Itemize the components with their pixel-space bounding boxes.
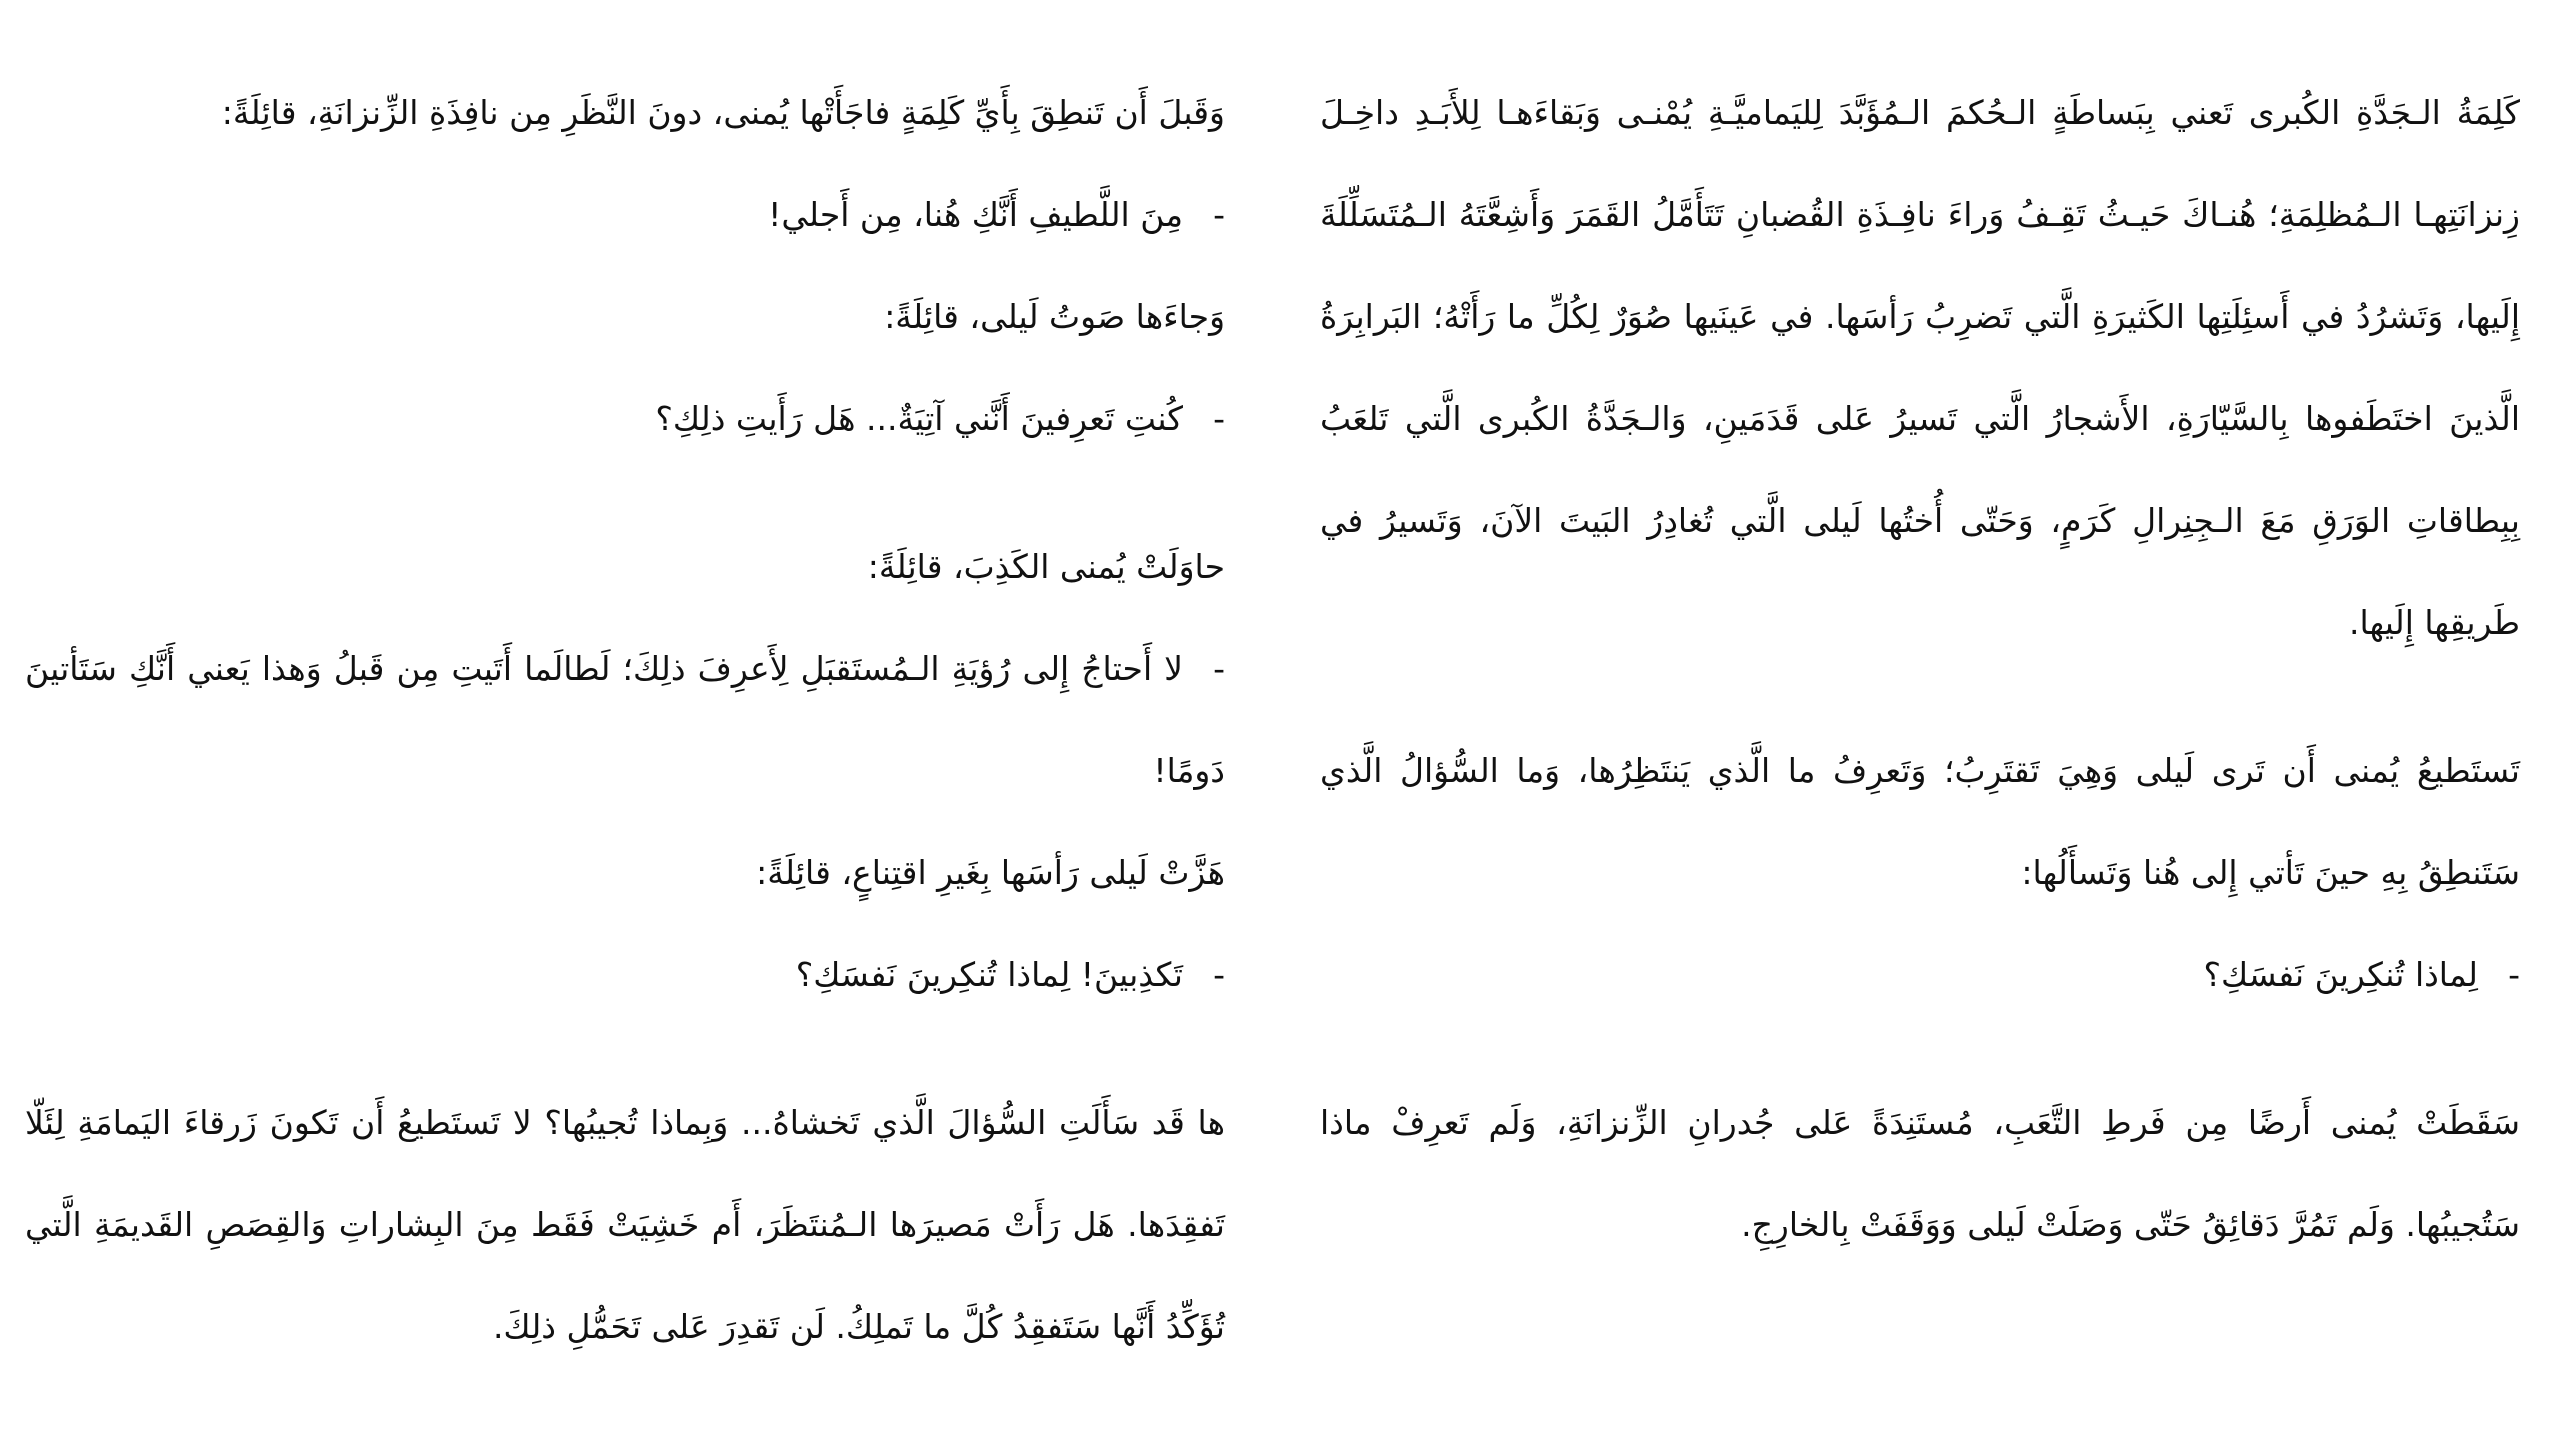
dialogue-text: كُنتِ تَعرِفينَ أَنَّني آتِيَةٌ... هَل رَأَيتِ ذلِكِ؟ <box>655 399 1183 438</box>
dialogue-dash: - <box>1213 195 1225 234</box>
left-paragraph-4: هَزَّتْ لَيلى رَأسَها بِغَيرِ اقتِناعٍ، قائِلَةً: <box>756 853 1225 892</box>
dialogue-text: لِماذا تُنكِرينَ نَفسَكِ؟ <box>2203 955 2478 994</box>
dialogue-dash: - <box>1213 649 1225 688</box>
left-paragraph-5: ها قَد سَأَلَتِ السُّؤالَ الَّذي تَخشاهُ... وَبِماذا تُجيبُها؟ لا تَستَطيعُ أَن تَكونَ زَرقاءَ اليَمامَةِ لِئَلّا تَفقِدَها. هَل رَأَتْ مَصيرَها الـمُنتَظَرَ، أَم خَشِيَتْ فَقَط مِنَ البِشاراتِ وَالقِصَصِ القَديمَةِ الَّتي تُؤَكِّدُ أَنَّها سَتَفقِدُ كُلَّ ما تَملِكُ. لَن تَقدِرَ عَلى تَحَمُّلِ ذلِكَ. <box>25 1103 1225 1346</box>
dialogue-dash: - <box>2508 955 2520 994</box>
left-paragraph-2: وَجاءَها صَوتُ لَيلى، قائِلَةً: <box>884 297 1225 336</box>
left-dialogue-3 <box>25 618 1225 822</box>
dialogue-text: تَكذِبينَ! لِماذا تُنكِرينَ نَفسَكِ؟ <box>795 955 1183 994</box>
right-paragraph-1: كَلِمَةُ الـجَدَّةِ الكُبرى تَعني بِبَساطَةٍ الـحُكمَ الـمُؤَبَّدَ لِليَماميَّـةِ يُمْنـى وَبَقاءَهـا لِلأَبَـدِ داخِـلَ زِنزانَتِهـا الـمُظلِمَةِ؛ هُنـاكَ حَيـثُ تَقِـفُ وَراءَ نافِـذَةِ القُضبانِ تَتَأَمَّلُ القَمَرَ وَأَشِعَّتَهُ الـمُتَسَلِّلَةَ إِلَيها، وَتَشرُدُ في أَسئِلَتِها الكَثيرَةِ الَّتي تَضرِبُ رَأسَها. في عَينَيها صُوَرٌ لِكُلِّ ما رَأَتْهُ؛ البَرابِرَةُ الَّذينَ اختَطَفوها بِالسَّيّارَةِ، الأَشجارُ الَّتي تَسيرُ عَلى قَدَمَينِ، وَالـجَدَّةُ الكُبرى الَّتي تَلعَبُ بِبِطاقاتِ الوَرَقِ مَعَ الـجِنِرالِ كَرَمٍ، وَحَتّى أُختُها لَيلى الَّتي تُغادِرُ البَيتَ الآنَ، وَتَسيرُ في طَريقِها إِلَيها. <box>1320 93 2520 642</box>
left-dialogue-4 <box>25 924 1225 1026</box>
left-dialogue-2 <box>25 368 1225 470</box>
left-dialogue-1 <box>25 164 1225 266</box>
dialogue-dash: - <box>1213 955 1225 994</box>
right-paragraph-2: تَستَطيعُ يُمنى أَن تَرى لَيلى وَهِيَ تَقتَرِبُ؛ وَتَعرِفُ ما الَّذي يَنتَظِرُها، وَما السُّؤالُ الَّذي سَتَنطِقُ بِهِ حينَ تَأتي إِلى هُنا وَتَسأَلُها: <box>1320 751 2520 892</box>
left-page <box>25 62 1225 1378</box>
dialogue-dash: - <box>1213 399 1225 438</box>
dialogue-text: مِنَ اللَّطيفِ أَنَّكِ هُنا، مِن أَجلي! <box>768 195 1183 234</box>
dialogue-text: لا أَحتاجُ إِلى رُؤيَةِ الـمُستَقبَلِ لِأَعرِفَ ذلِكَ؛ لَطالَما أَتَيتِ مِن قَبلُ وَهذا يَعني أَنَّكِ سَتَأتينَ دَومًا! <box>25 649 1225 790</box>
right-dialogue-1 <box>1320 924 2520 1026</box>
right-page <box>1320 62 2520 1276</box>
right-paragraph-3: سَقَطَتْ يُمنى أَرضًا مِن فَرطِ التَّعَبِ، مُستَنِدَةً عَلى جُدرانِ الزِّنزانَةِ، وَلَم تَعرِفْ ماذا سَتُجيبُها. وَلَم تَمُرَّ دَقائِقُ حَتّى وَصَلَتْ لَيلى وَوَقَفَتْ بِالخارِجِ. <box>1320 1103 2520 1244</box>
left-paragraph-1: وَقَبلَ أَن تَنطِقَ بِأَيِّ كَلِمَةٍ فاجَأَتْها يُمنى، دونَ النَّظَرِ مِن نافِذَةِ الزِّنزانَةِ، قائِلَةً: <box>221 93 1225 132</box>
left-paragraph-3: حاوَلَتْ يُمنى الكَذِبَ، قائِلَةً: <box>867 547 1225 586</box>
